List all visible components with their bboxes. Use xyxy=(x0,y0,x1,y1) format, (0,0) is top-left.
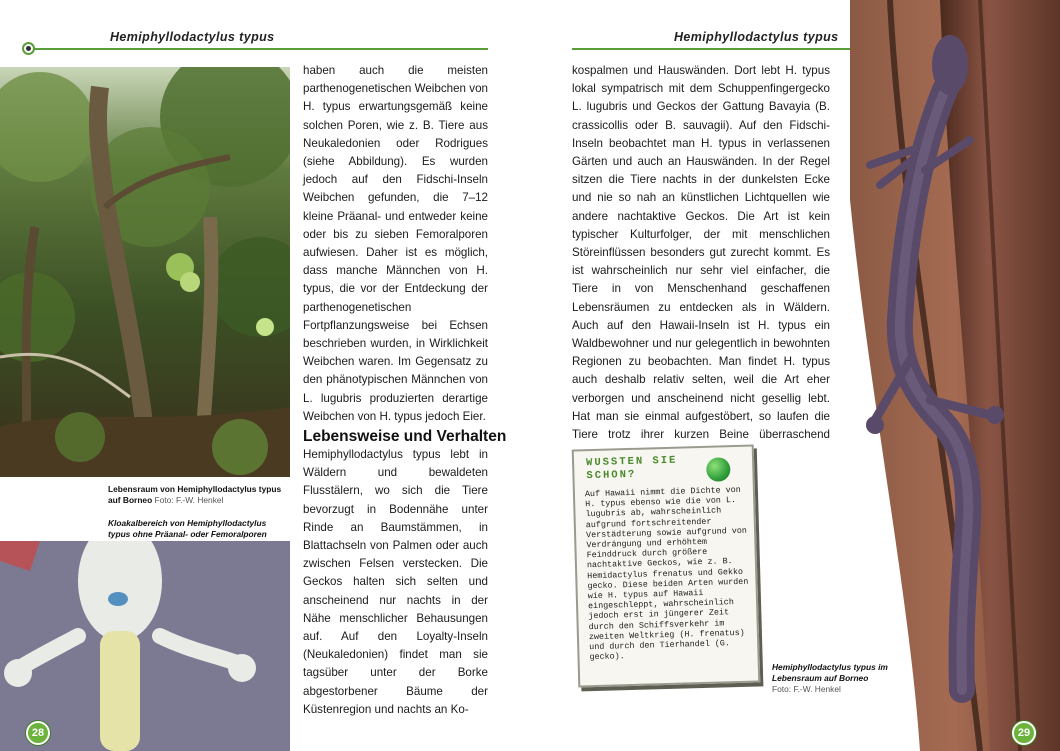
left-paragraph-2: Hemiphyllodactylus typus lebt in Wäldern und bewaldeten Flusstälern, wo sich die Tiere bevorzugt in Bodennähe unter Rinde an Baumstämmen, in Blattachseln von Palmen oder auch zwischen Felsen verstecken. Die Geckos halten sich selten und anscheinend nur nachts in der Nähe menschlicher Behausungen auf. Auf den Loyalty-Inseln (Neukaledonien) findet man sie tagsüber unter der Borke abgestorbener Bäume der Küstenregion und nachts an Ko- xyxy=(303,448,488,716)
gecko-on-tree-illustration xyxy=(850,0,1060,751)
gecko-caption-credit: Foto: F.-W. Henkel xyxy=(772,684,841,694)
page-number-left: 28 xyxy=(26,721,50,745)
right-page xyxy=(530,0,1060,751)
section-heading: Lebensweise und Verhalten xyxy=(303,428,507,445)
left-paragraph-1: haben auch die meisten parthenogenetischen Weibchen von H. typus erwartungsgemäß keine solchen Poren, wie z. B. Tiere aus Neukaledonien oder Rodrigues (siehe Abbildung). Es wurden jedoch auf den Fidschi-Inseln Weibchen gefunden, die 7–12 kleine Präanal- und entweder keine oder bis zu sieben Femoralporen aufwiesen. Daher ist es möglich, dass manche Männchen von H. typus, die vor der Entdeckung der parthenogenetischen Fortpflanzungsweise bei Echsen beschrieben wurden, in Wirklichkeit Weibchen waren. Im Gegensatz zu den phänotypischen Männchen von L. lugubris produzierten derartige Weibchen von H. typus jedoch Eier. xyxy=(303,64,488,423)
left-column-paragraph-2 xyxy=(303,446,488,719)
habitat-caption xyxy=(108,484,288,506)
cloaca-photo xyxy=(0,541,290,751)
info-box-body: Auf Hawaii nimmt die Dichte von H. typus ebenso wie die von L. lugubris ab, wahrscheinlich aufgrund fortschreitender Verstädterung sowie aufgrund von Verdrängung und erhöhtem Feinddruck durch größere nachtaktive Geckos, wie z. B. Hemidactylus frenatus und Gekko gecko. Diese beiden Arten wurden wie H. typus auf Hawaii eingeschleppt, wahrscheinlich jedoch erst in jüngerer Zeit durch den Schiffsverkehr im zweiten Weltkrieg (H. frenatus) und durch den Tierhandel (G. gecko). xyxy=(584,484,749,663)
pushpin-icon xyxy=(706,457,731,482)
running-head-left: Hemiphyllodactylus typus xyxy=(110,30,275,44)
gecko-tree-photo xyxy=(850,0,1060,751)
cloaca-caption xyxy=(108,518,288,540)
info-box-title: WUSSTEN SIE SCHON? xyxy=(585,454,678,483)
habitat-caption-title: Lebensraum von Hemiphyllodactylus typus auf Borneo xyxy=(108,484,282,505)
info-box xyxy=(572,445,761,688)
habitat-caption-credit: Foto: F.-W. Henkel xyxy=(154,495,224,505)
gecko-underside-illustration xyxy=(0,541,290,751)
habitat-photo xyxy=(0,67,290,477)
running-head-rule xyxy=(34,48,488,50)
left-column-paragraph-1 xyxy=(303,62,488,426)
gecko-caption-title: Hemiphyllodactylus typus im Lebensraum auf Borneo xyxy=(772,662,888,683)
right-paragraph: kospalmen und Hauswänden. Dort lebt H. typus lokal sympatrisch mit dem Schuppenfingergecko L. lugubris und Geckos der Gattung Bavayia (B. crassicollis oder B. sauvagii). Auf den Fidschi-Inseln beobachtet man H. typus in verlassenen Gärten und auch an Hauswänden. In der Regel sitzen die Tiere nachts in der dunkelsten Ecke und nie so nah an künstlichen Lichtquellen wie andere nachtaktive Geckos. Die Art ist kein typischer Kulturfolger, der mit menschlichen Störeinflüssen besonders gut zurecht kommt. Es ist wahrscheinlich nur sehr viel einfacher, die Tiere in von Menschenhand geschaffenen Lebensräumen zu entdecken als in Wäldern. Auch auf den Hawaii-Inseln ist H. typus ein Waldbewohner und nur gelegentlich in bewohnten Regionen zu beobachten. Man findet H. typus auch deshalb relativ selten, weil die Art eher verborgen und anscheinend nicht gesellig lebt. Hat man sie einmal aufgestöbert, so laufen die Tiere trotz ihrer kurzen Beine überraschend xyxy=(572,64,830,442)
right-column-text xyxy=(572,62,830,442)
page-number-right: 29 xyxy=(1012,721,1036,745)
cloaca-caption-title: Kloakalbereich von Hemiphyllodactylus typus ohne Präanal- oder Femoralporen xyxy=(108,518,267,539)
forest-illustration xyxy=(0,67,290,477)
running-head-rule-right xyxy=(572,48,868,50)
running-head-right: Hemiphyllodactylus typus xyxy=(674,30,839,44)
